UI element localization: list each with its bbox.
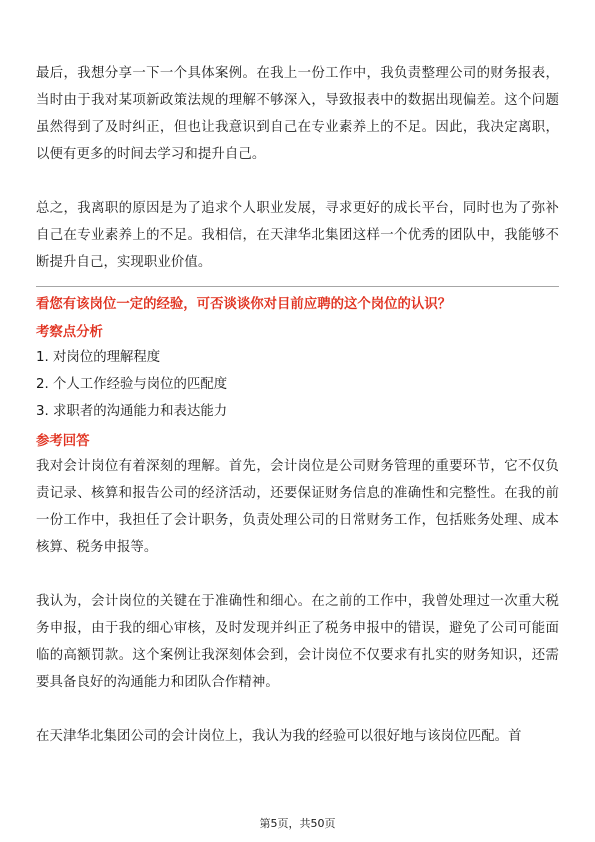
interview-question: 看您有该岗位一定的经验，可否谈谈你对目前应聘的这个岗位的认识？ [36, 297, 452, 312]
answer-paragraph: 我认为，会计岗位的关键在于准确性和细心。在之前的工作中，我曾处理过一次重大税务申报，由于我的细心审核，及时发现并纠正了税务申报中的错误，避免了公司可能面临的高额罚款。这个案例让我深刻体会到，会计岗位不仅要求有扎实的财务知识，还需要具备良好的沟通能力和团队合作精神。 [36, 594, 559, 690]
answer-paragraph: 在天津华北集团公司的会计岗位上，我认为我的经验可以很好地与该岗位匹配。首 [36, 729, 522, 744]
answer-paragraph: 我对会计岗位有着深刻的理解。首先，会计岗位是公司财务管理的重要环节，它不仅负责记录、核算和报告公司的经济活动，还要保证财务信息的准确性和完整性。在我的前一份工作中，我担任了会计职务，负责处理公司的日常财务工作，包括账务处理、成本核算、税务申报等。 [36, 459, 559, 555]
section-divider [36, 286, 559, 287]
page-number: 第5页，共50页 [259, 817, 336, 830]
document-page [36, 60, 559, 750]
analysis-heading: 考察点分析 [36, 325, 103, 340]
paragraph-case-example: 最后，我想分享一下一个具体案例。在我上一份工作中，我负责整理公司的财务报表，当时由于我对某项新政策法规的理解不够深入，导致报表中的数据出现偏差。这个问题虽然得到了及时纠正，但也让我意识到自己在专业素养上的不足。因此，我决定离职，以便有更多的时间去学习和提升自己。 [36, 66, 559, 162]
analysis-item: 2. 个人工作经验与岗位的匹配度 [36, 377, 228, 392]
analysis-item: 3. 求职者的沟通能力和表达能力 [36, 404, 228, 419]
paragraph-gap [36, 696, 559, 723]
analysis-list [36, 344, 559, 425]
analysis-item: 1. 对岗位的理解程度 [36, 350, 161, 365]
answer-heading: 参考回答 [36, 434, 90, 449]
paragraph-conclusion: 总之，我离职的原因是为了追求个人职业发展，寻求更好的成长平台，同时也为了弥补自己在专业素养上的不足。我相信，在天津华北集团这样一个优秀的团队中，我能够不断提升自己，实现职业价值。 [36, 201, 559, 270]
paragraph-gap [36, 168, 559, 195]
paragraph-gap [36, 561, 559, 588]
